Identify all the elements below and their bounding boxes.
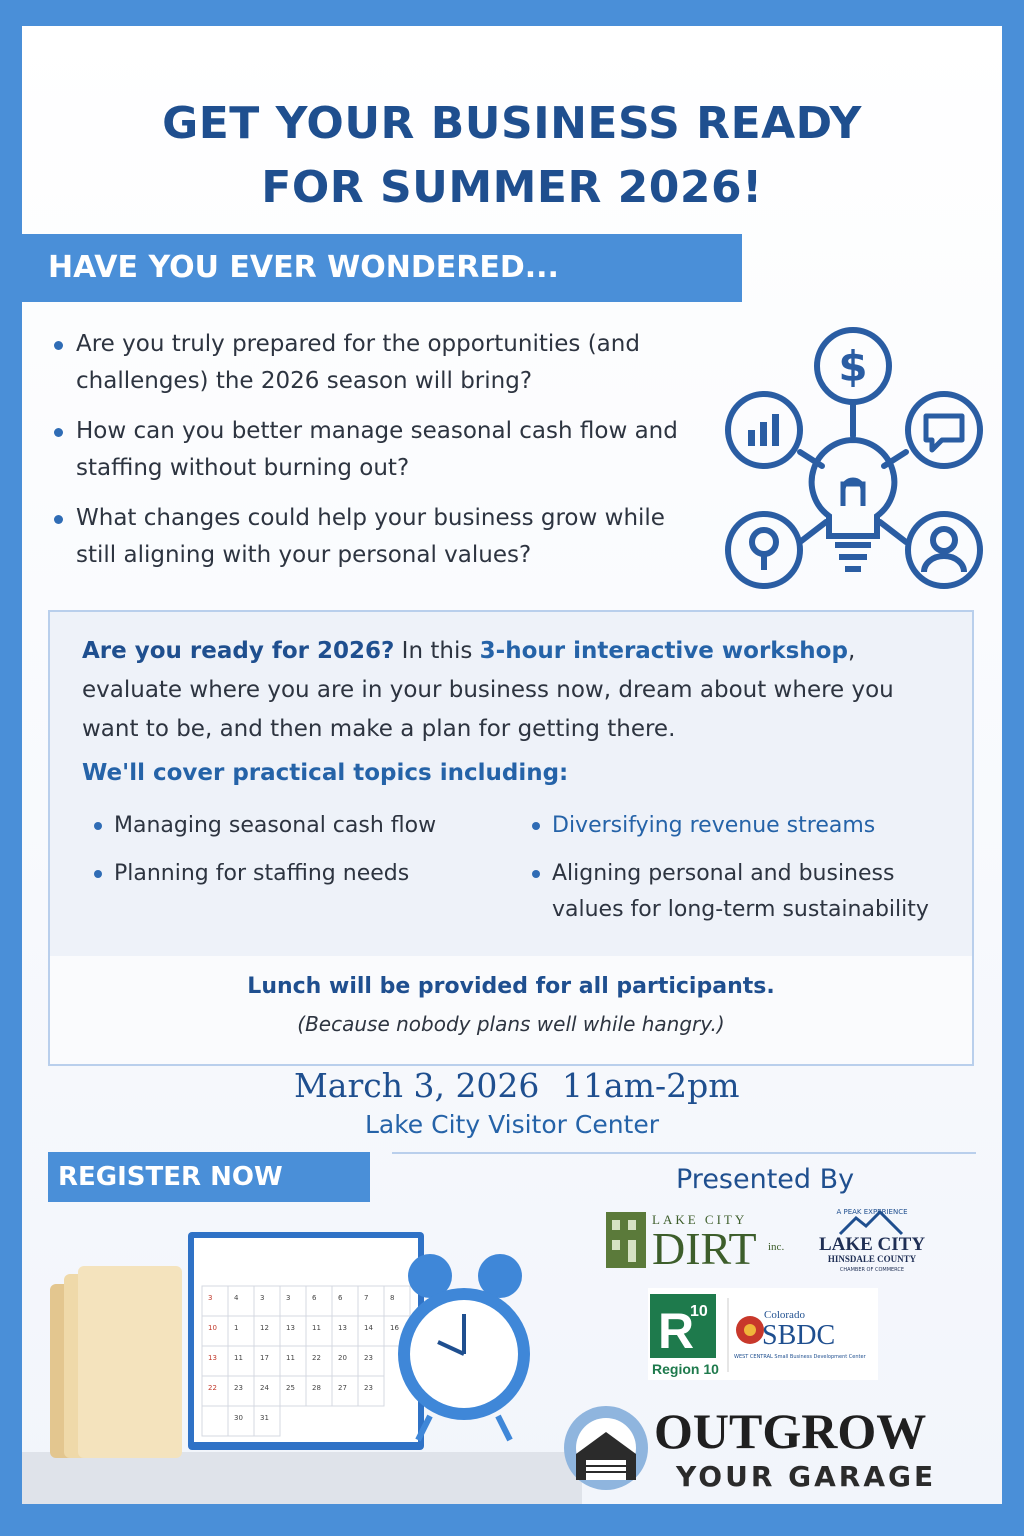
calendar-day: 13 [208,1354,217,1362]
calendar-day: 30 [234,1414,243,1422]
workshop-description [50,612,972,956]
calendar-day: 25 [286,1384,295,1392]
topic-text: Managing seasonal cash flow [114,813,437,838]
svg-text:A PEAK EXPERIENCE: A PEAK EXPERIENCE [836,1208,908,1216]
calendar-day: 20 [338,1354,347,1362]
lake-city-chamber-logo [812,1204,932,1276]
question-list [50,326,700,587]
topic-text: Aligning personal and business values for long-term sustainability [552,861,929,922]
calendar-day: 12 [260,1324,269,1332]
workshop-details-box [48,610,974,1066]
workshop-intro [82,632,942,749]
calendar-day: 13 [286,1324,295,1332]
location-pin-icon [728,514,800,586]
calendar-day: 28 [312,1384,321,1392]
lunch-joke: (Because nobody plans well while hangry.) [297,1012,725,1036]
divider [392,1152,976,1154]
topic-item [530,856,952,928]
calendar-day: 7 [364,1294,369,1302]
question-text: What changes could help your business grow while still aligning with your personal values? [76,505,665,568]
calendar-day: 23 [364,1354,373,1362]
calendar-day: 13 [338,1324,347,1332]
calendar-day: 11 [286,1354,295,1362]
topic-text: Planning for staffing needs [114,861,410,886]
garage-icon [564,1406,648,1490]
bullet-icon [94,822,102,830]
topics-heading: We'll cover practical topics including: [82,760,569,786]
topic-item [92,856,494,892]
calendar-day: 8 [390,1294,395,1302]
lunch-note [50,956,972,1064]
folder-icon [50,1266,182,1458]
chat-icon [908,394,980,466]
svg-text:LAKE CITY: LAKE CITY [818,1234,926,1255]
calendar-day: 3 [286,1294,291,1302]
topic-item [92,808,494,844]
lightbulb-icon [812,440,895,572]
bar-chart-icon [728,394,800,466]
title-line-2: FOR SUMMER 2026! [261,162,763,213]
calendar-day: 11 [312,1324,321,1332]
svg-text:$: $ [838,342,868,391]
bullet-icon [54,515,63,524]
event-date: March 3, 2026 [294,1066,540,1105]
svg-text:SBDC: SBDC [762,1320,836,1351]
calendar-day: 11 [234,1354,243,1362]
title-line-1: GET YOUR BUSINESS READY [162,98,862,149]
business-ideas-icon [722,326,987,591]
calendar-day: 22 [312,1354,321,1362]
calendar-day: 27 [338,1384,347,1392]
calendar-day: 22 [208,1384,217,1392]
calendar-day: 16 [390,1324,399,1332]
question-item [50,326,700,400]
svg-text:R: R [658,1303,695,1359]
calendar-day: 23 [364,1384,373,1392]
svg-text:YOUR GARAGE: YOUR GARAGE [676,1460,937,1493]
calendar-day: 31 [260,1414,269,1422]
svg-text:DIRT: DIRT [652,1223,757,1272]
topic-text: Diversifying revenue streams [552,813,876,838]
calendar-day: 6 [312,1294,317,1302]
page-title [22,92,1002,220]
svg-text:OUTGROW: OUTGROW [654,1403,927,1459]
event-time: 11am-2pm [562,1066,740,1105]
flyer [22,26,1002,1504]
calendar-day: 1 [234,1324,239,1332]
calendar-day: 14 [364,1324,373,1332]
calendar-day: 24 [260,1384,269,1392]
calendar-icon [188,1232,424,1450]
presented-by-label: Presented By [676,1164,855,1195]
question-item [50,413,700,487]
intro-text: , evaluate where you are in your business now, dream about where you want to be, and then make a plan for getting there. [82,638,894,742]
bullet-icon [94,870,102,878]
lunch-line: Lunch will be provided for all participants. [247,974,775,999]
dollar-icon [817,330,889,402]
region-10-sbdc-logo [648,1288,878,1380]
svg-text:LAKE CITY: LAKE CITY [652,1212,748,1227]
svg-text:inc.: inc. [768,1241,785,1253]
event-venue: Lake City Visitor Center [364,1110,660,1139]
calendar-day: 3 [208,1294,213,1302]
svg-text:Colorado: Colorado [764,1309,805,1321]
wonder-banner: HAVE YOU EVER WONDERED... [22,234,742,302]
question-item [50,500,700,574]
question-text: How can you better manage seasonal cash flow and staffing without burning out? [76,418,678,481]
topic-item [530,808,972,844]
svg-text:10: 10 [690,1303,708,1320]
svg-text:CHAMBER OF COMMERCE: CHAMBER OF COMMERCE [839,1267,905,1273]
intro-text: In this [394,638,480,664]
calendar-day: 17 [260,1354,269,1362]
register-now-button[interactable]: REGISTER NOW [48,1152,370,1202]
user-icon [908,514,980,586]
calendar-day: 23 [234,1384,243,1392]
lake-city-dirt-logo [602,1206,794,1272]
svg-text:Region 10: Region 10 [652,1361,719,1377]
calendar-clock-illustration [22,1216,582,1504]
outgrow-your-garage-logo [562,1398,982,1498]
svg-text:HINSDALE COUNTY: HINSDALE COUNTY [827,1254,917,1264]
svg-text:WEST CENTRAL Small Business De: WEST CENTRAL Small Business Development Center [734,1354,866,1360]
bullet-icon [54,341,63,350]
calendar-day: 6 [338,1294,343,1302]
calendar-day: 4 [234,1294,239,1302]
intro-highlight: 3-hour interactive workshop [479,638,848,664]
calendar-day: 3 [260,1294,265,1302]
bullet-icon [532,870,540,878]
calendar-day: 10 [208,1324,217,1332]
bullet-icon [54,428,63,437]
bullet-icon [532,822,540,830]
question-text: Are you truly prepared for the opportunities (and challenges) the 2026 season will bring? [76,331,640,394]
intro-highlight: Are you ready for 2026? [82,638,395,664]
